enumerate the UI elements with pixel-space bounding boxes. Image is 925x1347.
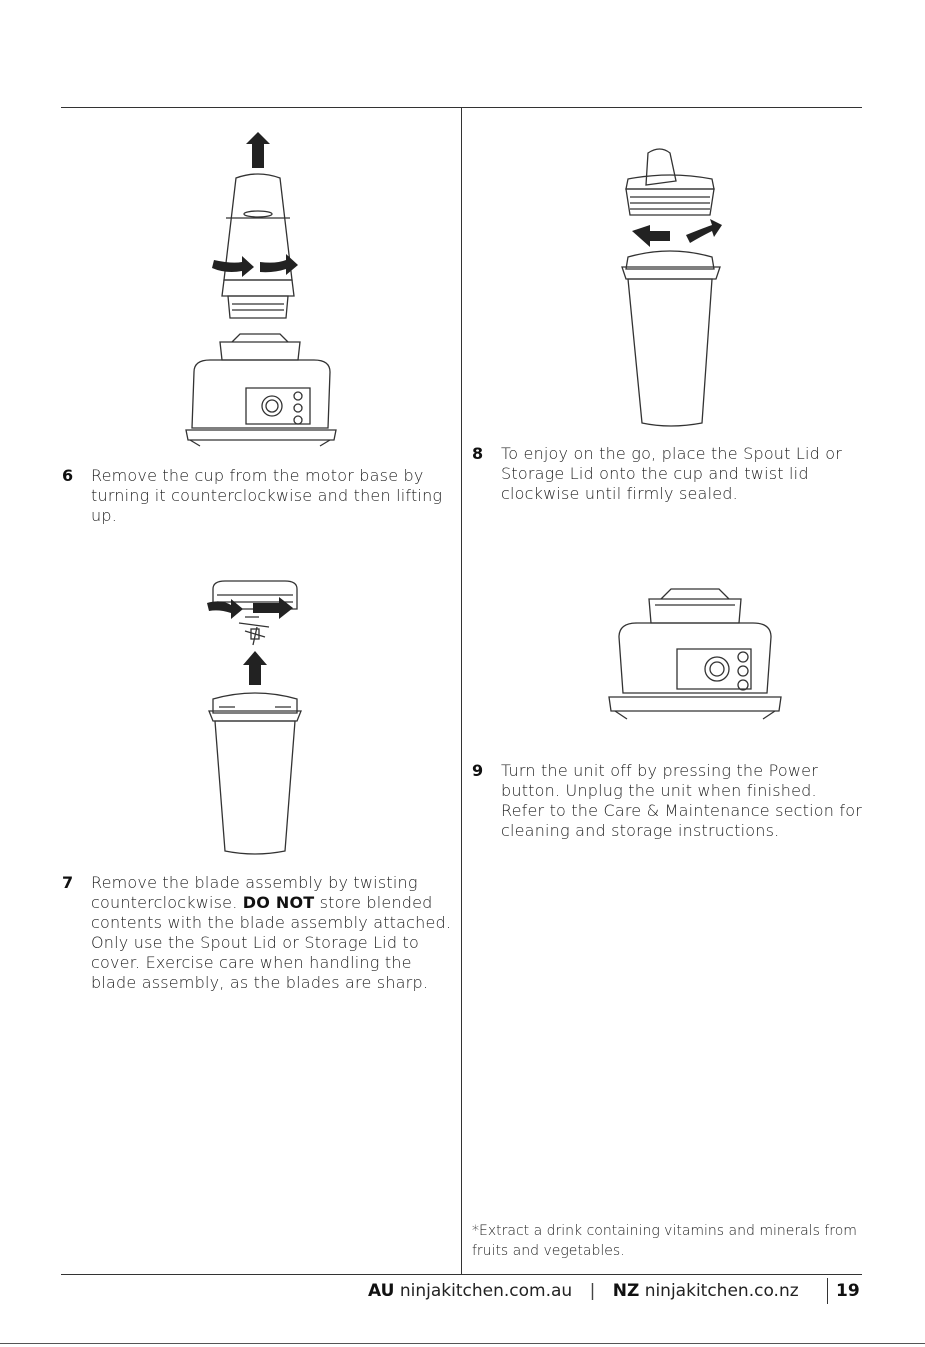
footnote: *Extract a drink containing vitamins and minerals from fruits and vegetables. <box>472 1223 857 1259</box>
column-divider <box>461 108 462 1274</box>
footer-websites <box>368 1280 820 1302</box>
step-text: Turn the unit off by pressing the Power button. Unplug the unit when finished. Refer to the Care & Maintenance section for cleaning and storage instructions. <box>501 761 863 840</box>
motor-base-illustration <box>605 585 785 725</box>
footer-separator: | <box>589 1281 596 1301</box>
step-text: Remove the blade assembly by twisting counterclockwise. DO NOT store blended contents with the blade assembly attached. Only use the Spout Lid or Storage Lid to cover. Exercise care when handling the blade assembly, as the blades are sharp. <box>91 873 452 992</box>
step-number: 8 <box>472 444 484 463</box>
step-number: 7 <box>62 873 74 892</box>
step-number: 9 <box>472 761 484 780</box>
step-number: 6 <box>62 466 74 485</box>
bottom-rule <box>61 1274 862 1275</box>
nz-website-link[interactable]: ninjakitchen.co.nz <box>644 1281 799 1301</box>
step-text: Remove the cup from the motor base by turning it counterclockwise and then lifting up. <box>91 466 443 525</box>
au-label: AU <box>368 1281 395 1301</box>
blade-removal-illustration <box>195 575 315 865</box>
page-bottom-edge <box>0 1343 925 1344</box>
step-7 <box>62 873 454 993</box>
cup-removal-illustration <box>180 128 340 453</box>
step-9 <box>472 761 864 841</box>
step-8 <box>472 444 864 504</box>
warning-emphasis: DO NOT <box>242 893 315 912</box>
step-6 <box>62 466 454 526</box>
au-website-link[interactable]: ninjakitchen.com.au <box>399 1281 573 1301</box>
nz-label: NZ <box>612 1281 640 1301</box>
page-number: 19 <box>836 1281 860 1301</box>
page-number-divider <box>827 1278 828 1304</box>
lid-attach-illustration <box>610 145 735 430</box>
step-text: To enjoy on the go, place the Spout Lid or Storage Lid onto the cup and twist lid clockwise until firmly sealed. <box>501 444 843 503</box>
